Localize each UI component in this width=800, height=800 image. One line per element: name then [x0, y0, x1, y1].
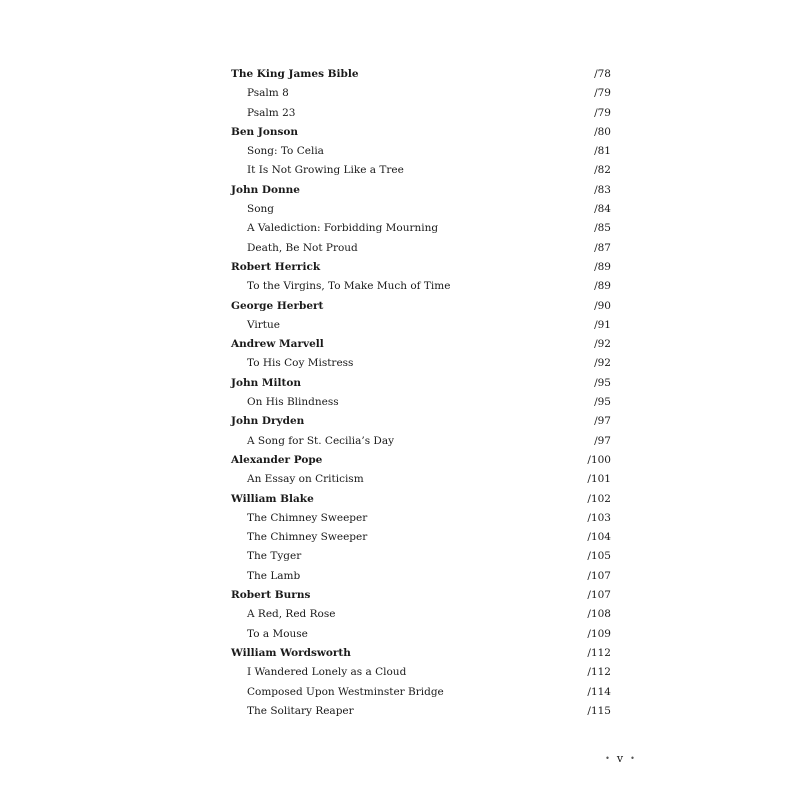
page-reference: /83	[594, 183, 611, 196]
page-reference: /105	[587, 550, 611, 563]
toc-poem-entry	[231, 605, 611, 624]
page-reference: /104	[587, 531, 611, 544]
table-of-contents	[231, 65, 611, 721]
author-name: John Donne	[231, 183, 300, 196]
toc-poem-entry	[231, 663, 611, 682]
poem-title: Virtue	[247, 318, 280, 331]
page-reference: /78	[594, 68, 611, 80]
toc-author-entry	[231, 181, 611, 200]
author-name: Ben Jonson	[231, 125, 298, 138]
toc-poem-entry	[231, 354, 611, 373]
toc-poem-entry	[231, 84, 611, 103]
toc-poem-entry	[231, 277, 611, 296]
author-name: Alexander Pope	[231, 453, 323, 466]
toc-author-entry	[231, 65, 611, 84]
page-reference: /103	[587, 511, 611, 524]
toc-poem-entry	[231, 200, 611, 219]
poem-title: Psalm 8	[247, 87, 289, 100]
page-reference: /97	[594, 415, 611, 428]
page-reference: /79	[594, 106, 611, 119]
page-reference: /109	[587, 627, 611, 640]
footer-ornament-right: •	[630, 754, 635, 763]
poem-title: The Lamb	[247, 569, 301, 582]
toc-poem-entry	[231, 432, 611, 451]
page-reference: /89	[594, 280, 611, 293]
page-reference: /82	[594, 164, 611, 177]
toc-poem-entry	[231, 161, 611, 180]
page-reference: /114	[587, 685, 611, 698]
page-reference: /84	[594, 203, 611, 216]
toc-poem-entry	[231, 393, 611, 412]
toc-poem-entry	[231, 316, 611, 335]
toc-author-entry	[231, 644, 611, 663]
page-reference: /95	[594, 396, 611, 409]
toc-author-entry	[231, 123, 611, 142]
author-name: The King James Bible	[231, 68, 359, 80]
author-name: Robert Burns	[231, 589, 311, 602]
toc-poem-entry	[231, 239, 611, 258]
poem-title: Composed Upon Westminster Bridge	[247, 685, 444, 698]
page-footer	[600, 752, 640, 765]
poem-title: The Chimney Sweeper	[247, 511, 368, 524]
poem-title: I Wandered Lonely as a Cloud	[247, 666, 407, 679]
poem-title: The Chimney Sweeper	[247, 531, 368, 544]
toc-poem-entry	[231, 547, 611, 566]
toc-poem-entry	[231, 470, 611, 489]
poem-title: To a Mouse	[247, 627, 308, 640]
author-name: William Wordsworth	[231, 646, 351, 659]
toc-poem-entry	[231, 509, 611, 528]
poem-title: A Red, Red Rose	[247, 608, 336, 621]
toc-poem-entry	[231, 683, 611, 702]
poem-title: Song	[247, 203, 274, 216]
poem-title: The Tyger	[247, 550, 302, 563]
toc-author-entry	[231, 586, 611, 605]
page-reference: /91	[594, 318, 611, 331]
author-name: Andrew Marvell	[231, 338, 324, 351]
poem-title: A Song for St. Cecilia’s Day	[247, 434, 395, 447]
poem-title: On His Blindness	[247, 396, 339, 409]
toc-author-entry	[231, 297, 611, 316]
page-reference: /107	[587, 589, 611, 602]
page-reference: /108	[587, 608, 611, 621]
author-name: Robert Herrick	[231, 260, 321, 273]
toc-author-entry	[231, 258, 611, 277]
toc-poem-entry	[231, 702, 611, 721]
page-reference: /101	[587, 473, 611, 486]
page-reference: /79	[594, 87, 611, 100]
author-name: George Herbert	[231, 299, 324, 312]
toc-author-entry	[231, 412, 611, 431]
poem-title: To His Coy Mistress	[247, 357, 354, 370]
poem-title: Death, Be Not Proud	[247, 241, 358, 254]
footer-ornament-left: •	[605, 754, 610, 763]
page-reference: /89	[594, 260, 611, 273]
page-reference: /107	[587, 569, 611, 582]
page-reference: /87	[594, 241, 611, 254]
page-reference: /80	[594, 125, 611, 138]
page-reference: /97	[594, 434, 611, 447]
toc-poem-entry	[231, 142, 611, 161]
toc-author-entry	[231, 490, 611, 509]
page-reference: /112	[587, 666, 611, 679]
author-name: John Milton	[231, 376, 301, 389]
page-reference: /95	[594, 376, 611, 389]
page-reference: /100	[587, 453, 611, 466]
toc-author-entry	[231, 374, 611, 393]
page-reference: /85	[594, 222, 611, 235]
poem-title: A Valediction: Forbidding Mourning	[247, 222, 439, 235]
poem-title: Song: To Celia	[247, 145, 324, 158]
author-name: William Blake	[231, 492, 314, 505]
toc-poem-entry	[231, 104, 611, 123]
page-number: v	[616, 752, 624, 765]
toc-poem-entry	[231, 567, 611, 586]
page-reference: /92	[594, 338, 611, 351]
page-reference: /90	[594, 299, 611, 312]
page-reference: /115	[587, 704, 611, 717]
poem-title: It Is Not Growing Like a Tree	[247, 164, 404, 177]
toc-poem-entry	[231, 219, 611, 238]
poem-title: An Essay on Criticism	[247, 473, 364, 486]
toc-author-entry	[231, 335, 611, 354]
page-reference: /102	[587, 492, 611, 505]
page-reference: /92	[594, 357, 611, 370]
toc-author-entry	[231, 451, 611, 470]
poem-title: The Solitary Reaper	[247, 704, 354, 717]
poem-title: Psalm 23	[247, 106, 296, 119]
toc-poem-entry	[231, 625, 611, 644]
page-reference: /81	[594, 145, 611, 158]
page-reference: /112	[587, 646, 611, 659]
author-name: John Dryden	[231, 415, 305, 428]
poem-title: To the Virgins, To Make Much of Time	[247, 280, 451, 293]
toc-poem-entry	[231, 528, 611, 547]
